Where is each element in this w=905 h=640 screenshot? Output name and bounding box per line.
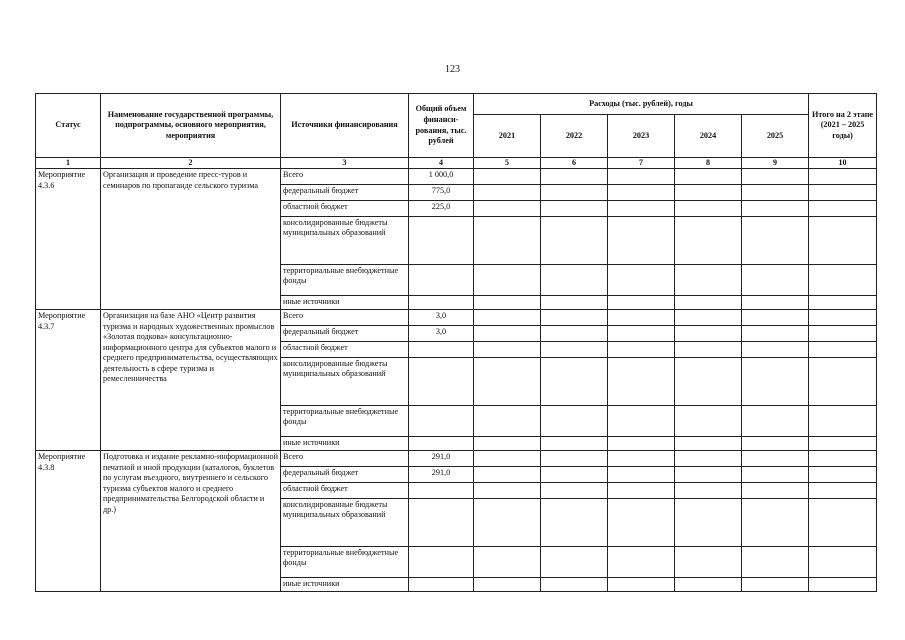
funding-source: территориальные внебюджетные фонды (281, 265, 409, 296)
column-number-row (36, 158, 877, 169)
column-number: 9 (742, 158, 809, 169)
column-number: 6 (541, 158, 608, 169)
header-name: Наименование государственной программы, подпрограммы, основного мероприятия, мероприятия (101, 94, 281, 158)
measure-name: Организация на базе АНО «Центр развития туризма и народных художественных промыслов «Золотая подкова» консультационно-информационного центра для субъектов малого и среднего предпринимательства, осуществляющих деятельность в сфере туризма и ремесленничества (101, 310, 281, 451)
funding-source: Всего (281, 451, 409, 467)
funding-source: областной бюджет (281, 483, 409, 499)
total-value: 291,0 (409, 467, 474, 483)
total-value: 291,0 (409, 451, 474, 467)
measure-status: Мероприятие 4.3.8 (36, 451, 101, 592)
total-value: 225,0 (409, 201, 474, 217)
header-sources: Источники финансирования (281, 94, 409, 158)
funding-source: областной бюджет (281, 342, 409, 358)
column-number: 4 (409, 158, 474, 169)
header-year-2024: 2024 (675, 115, 742, 158)
column-number: 7 (608, 158, 675, 169)
header-itogo: Итого на 2 этапе (2021 – 2025 годы) (809, 94, 877, 158)
column-number: 3 (281, 158, 409, 169)
measure-status: Мероприятие 4.3.6 (36, 169, 101, 310)
funding-source: федеральный бюджет (281, 326, 409, 342)
total-value (409, 342, 474, 358)
table-body (36, 169, 877, 592)
header-total: Общий объем финанси-рования, тыс. рублей (409, 94, 474, 158)
total-value (409, 296, 474, 310)
funding-source: иные источники (281, 296, 409, 310)
page-number: 123 (445, 64, 460, 75)
total-value (409, 499, 474, 547)
funding-source: Всего (281, 310, 409, 326)
header-year-2022: 2022 (541, 115, 608, 158)
header-year-2023: 2023 (608, 115, 675, 158)
total-value (409, 265, 474, 296)
total-value (409, 406, 474, 437)
column-number: 8 (675, 158, 742, 169)
funding-source: иные источники (281, 578, 409, 592)
funding-source: консолидированные бюджеты муниципальных образований (281, 217, 409, 265)
funding-source: Всего (281, 169, 409, 185)
column-number: 10 (809, 158, 877, 169)
total-value (409, 547, 474, 578)
total-value: 1 000,0 (409, 169, 474, 185)
column-number: 5 (474, 158, 541, 169)
total-value (409, 483, 474, 499)
funding-source: федеральный бюджет (281, 185, 409, 201)
table-row (36, 310, 877, 326)
total-value: 3,0 (409, 326, 474, 342)
total-value (409, 358, 474, 406)
table-header (36, 94, 877, 169)
funding-source: консолидированные бюджеты муниципальных образований (281, 499, 409, 547)
column-number: 1 (36, 158, 101, 169)
measure-name: Подготовка и издание рекламно-информационной печатной и иной продукции (каталогов, буклетов по услугам въездного, внутреннего и сельского туризма субъектов малого и среднего предпринимательства Белгородской области и др.) (101, 451, 281, 592)
total-value: 3,0 (409, 310, 474, 326)
funding-source: федеральный бюджет (281, 467, 409, 483)
column-number: 2 (101, 158, 281, 169)
total-value (409, 437, 474, 451)
header-expenses: Расходы (тыс. рублей), годы (474, 94, 809, 115)
measure-status: Мероприятие 4.3.7 (36, 310, 101, 451)
header-status: Статус (36, 94, 101, 158)
measure-name: Организация и проведение пресс-туров и семинаров по пропаганде сельского туризма (101, 169, 281, 310)
table-row (36, 169, 877, 185)
header-year-2021: 2021 (474, 115, 541, 158)
total-value: 775,0 (409, 185, 474, 201)
funding-source: иные источники (281, 437, 409, 451)
funding-source: территориальные внебюджетные фонды (281, 406, 409, 437)
budget-table (35, 93, 877, 592)
funding-source: консолидированные бюджеты муниципальных образований (281, 358, 409, 406)
total-value (409, 217, 474, 265)
funding-source: территориальные внебюджетные фонды (281, 547, 409, 578)
header-year-2025: 2025 (742, 115, 809, 158)
table-row (36, 451, 877, 467)
total-value (409, 578, 474, 592)
funding-source: областной бюджет (281, 201, 409, 217)
